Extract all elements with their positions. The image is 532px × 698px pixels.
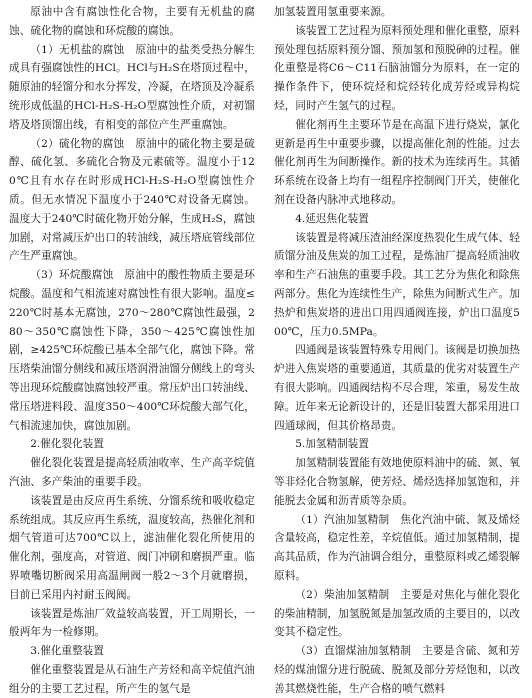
left-column xyxy=(9,3,255,698)
right-column xyxy=(274,3,520,698)
section-heading: 2.催化裂化装置 xyxy=(30,438,104,451)
paragraph: （2）柴油加氢精制 主要是对焦化与催化裂化的柴油精制，加氢脱氮是加氢改质的主要目的，以改变其不稳定性。 xyxy=(274,588,520,639)
paragraph: 催化重整装置是从石油生产芳烃和高辛烷值汽油组分的主要工艺过程，所产生的氢气是 xyxy=(9,663,255,695)
paragraph: 催化剂再生主要环节是在高温下进行烧炭，氯化更新是再生中重要步骤，以提高催化剂的性能。过去催化剂再生为间断操作。新的技术为连续再生。其循环系统在设备上均有一组程序控制阀门开关，使催化剂在设备内脉冲式地移动。 xyxy=(274,118,520,206)
section-heading: 5.加氢精制装置 xyxy=(295,438,369,451)
paragraph: 该装置是炼油厂效益较高装置，开工周期长，一般两年为一检修期。 xyxy=(9,607,255,639)
paragraph: 催化裂化装置是提高轻质油收率、生产高辛烷值汽油、多产柴油的重要手段。 xyxy=(9,457,255,488)
paragraph: （3）环烷酸腐蚀 原油中的酸性物质主要是环烷酸。温度和气相流速对腐蚀性有很大影响。温度≤220℃时基本无腐蚀，270～280℃腐蚀性最强，280～350℃腐蚀性下降，350～425℃腐蚀性加剧，≥425℃环烷酸已基本全部气化，腐蚀下降。常压塔柴油馏分侧线和减压塔润滑油馏分侧线上的弯头等出现环烷酸腐蚀腐蚀较严重。常压炉出口转油线、常压塔进料段、温度350～400℃环烷酸大部气化，气相流速加快，腐蚀加剧。 xyxy=(9,269,255,432)
paragraph: （1）无机盐的腐蚀 原油中的盐类受热分解生成具有强腐蚀性的HCl。HCl与H₂S在塔顶过程中，随原油的轻馏分和水分挥发，冷凝，在塔顶及冷凝系统形成低温的HCl-H₂S-H₂O型腐蚀性介质，对初馏塔及塔顶馏出线，有相变的部位产生严重腐蚀。 xyxy=(9,43,255,131)
paragraph: 该装置工艺过程为原料预处理和催化重整，原料预处理包括原料预分馏、预加氢和预脱砷的过程。催化重整是将C6～C11石脑油馏分为原料，在一定的操作条件下，使环烷烃和烷烃转化成芳烃或异构烷烃，同时产生氢气的过程。 xyxy=(274,24,520,112)
paragraph: （3）直馏煤油加氢精制 主要是含硫、氮和芳烃的煤油馏分进行脱硫、脱氮及部分芳烃饱和，以改善其燃烧性能，生产合格的喷气燃料 xyxy=(274,645,520,695)
paragraph: （2）硫化物的腐蚀 原油中的硫化物主要是硫醇、硫化氢、多硫化合物及元素硫等。温度小于120℃且有水存在时形成HCl-H₂S-H₂O型腐蚀性介质。但无水情况下温度小于240℃对设备无腐蚀。温度大于240℃时硫化物开始分解，生成H₂S，腐蚀加剧，对常减压炉出口的转油线，减压塔底管线部位产生严重腐蚀。 xyxy=(9,137,255,263)
section-heading: 4.延迟焦化装置 xyxy=(295,212,369,225)
section-heading: 3.催化重整装置 xyxy=(30,645,104,658)
paragraph: （1）汽油加氢精制 焦化汽油中硫、氮及烯烃含量较高，稳定性差，辛烷值低。通过加氢精制，提高其品质，作为汽油调合组分，重整原料或乙烯裂解原料。 xyxy=(274,513,520,582)
paragraph: 该装置是将减压渣油经深度热裂化生成气体、轻质馏分油及焦炭的加工过程，是炼油厂提高轻质油收率和生产石油焦的重要手段。其工艺分为焦化和除焦两部分。焦化为连续性生产，除焦为间断式生产。加热炉和焦炭塔的进出口用四通阀连接，炉出口温度500℃，压力0.5MPa。 xyxy=(274,231,520,338)
paragraph: 加氢精制装置能有效地使原料油中的硫、氮、氧等非烃化合物氢解，使芳烃、烯烃选择加氢饱和，并能脱去金属和沥青质等杂质。 xyxy=(274,457,520,507)
paragraph: 四通阀是该装置特殊专用阀门。该阀是切换加热炉进入焦炭塔的重要通道，其质量的优劣对装置生产有很大影响。四通阀结构不尽合理，笨重，易发生故障。近年来无论新设计的，还是旧装置大都采用进口四通球阀，但其价格昂贵。 xyxy=(274,344,520,432)
paragraph: 加氢装置用氢重要来源。 xyxy=(274,6,392,18)
paragraph: 原油中含有腐蚀性化合物，主要有无机盐的腐蚀、硫化物的腐蚀和环烷酸的腐蚀。 xyxy=(9,6,255,37)
paragraph: 该装置是由反应再生系统、分馏系统和吸收稳定系统组成。其反应再生系统，温度较高，热催化剂和烟气管道可达700℃以上，滤油催化裂化所使用的催化剂，强度高，对管道、阀门冲刷和磨损严重。临界喷嘴切断阀采用高温闸阀一般2～3个月就磨损，目前已采用内衬耐玉阀阀。 xyxy=(9,494,255,601)
